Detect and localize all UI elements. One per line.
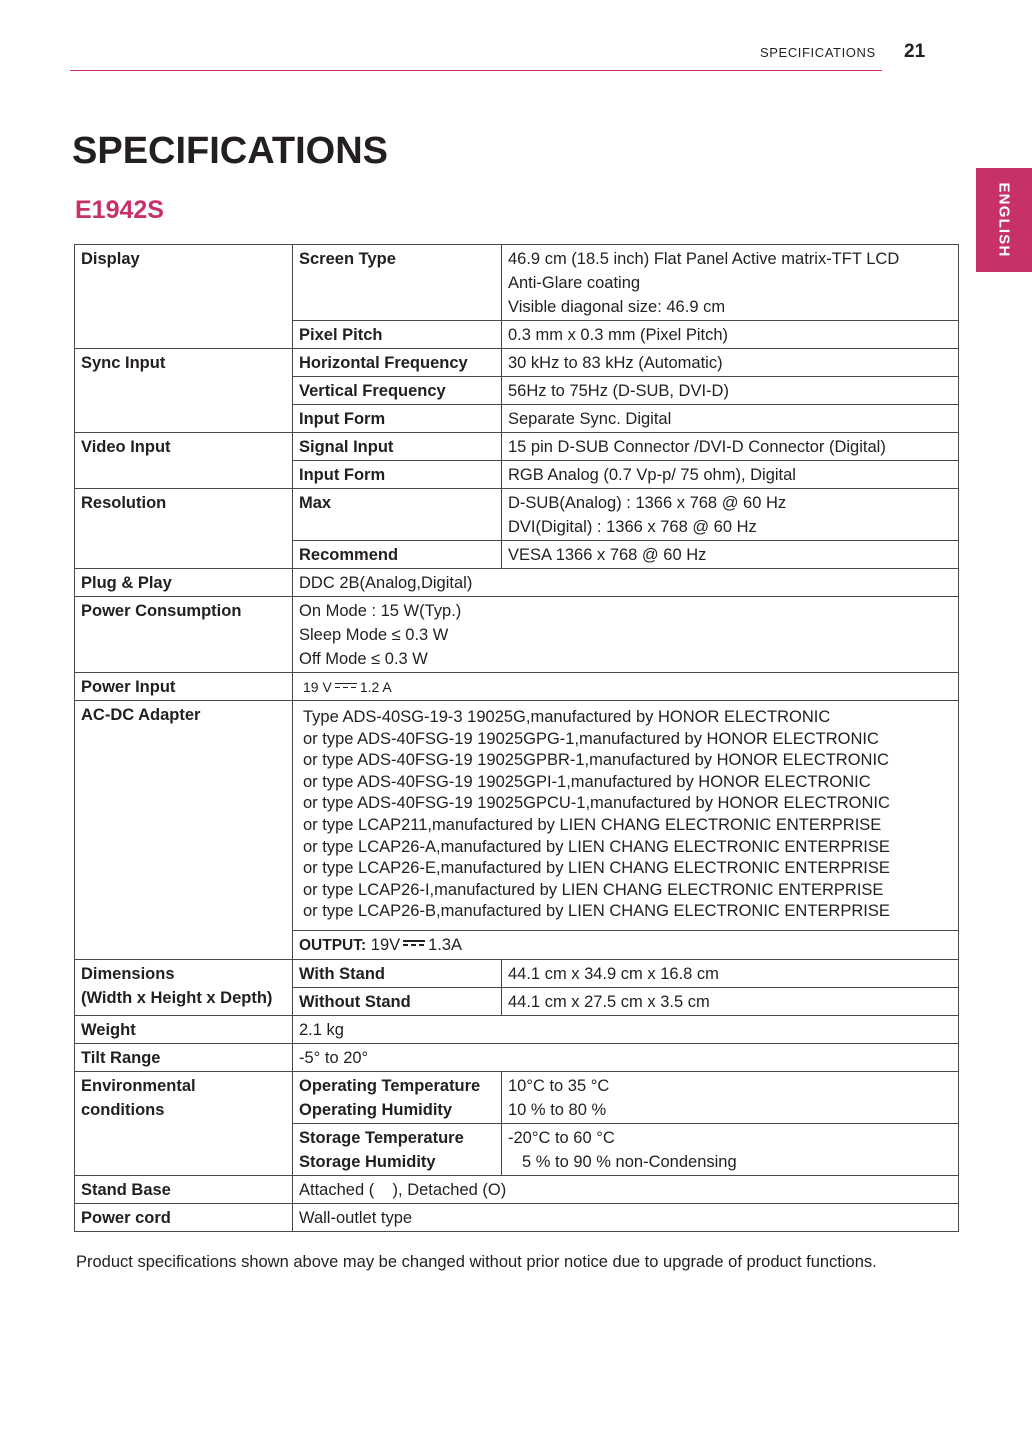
sub-label-video-input-form: Input Form — [293, 461, 502, 489]
header-page-number: 21 — [904, 41, 926, 62]
row-label-environmental — [75, 1071, 293, 1175]
value-power-cord: Wall-outlet type — [293, 1203, 959, 1231]
adapter-output-voltage: 19V — [370, 935, 401, 954]
adapter-type-line: or type ADS-40FSG-19 19025GPBR-1,manufactured by HONOR ELECTRONIC — [303, 751, 889, 770]
header-section-label: SPECIFICATIONS — [760, 45, 876, 60]
adapter-type-line: or type LCAP26-E,manufactured by LIEN CHANG ELECTRONIC ENTERPRISE — [303, 859, 890, 878]
row-label-sync-input: Sync Input — [75, 349, 293, 433]
sub-label-without-stand: Without Stand — [293, 987, 502, 1015]
adapter-type-list — [299, 703, 952, 929]
value-horizontal-frequency: 30 kHz to 83 kHz (Automatic) — [502, 349, 959, 377]
sub-label-signal-input: Signal Input — [293, 433, 502, 461]
sub-label-storage — [293, 1123, 502, 1175]
table-row — [75, 489, 959, 541]
value-signal-input: 15 pin D-SUB Connector /DVI-D Connector (Digital) — [502, 433, 959, 461]
row-label-dimensions — [75, 959, 293, 1015]
footnote: Product specifications shown above may be changed without prior notice due to upgrade of product functions. — [76, 1252, 877, 1271]
table-row — [75, 1203, 959, 1231]
model-title: E1942S — [75, 196, 164, 224]
sub-label-pixel-pitch: Pixel Pitch — [293, 321, 502, 349]
storage-temperature-label: Storage Temperature — [299, 1128, 464, 1147]
adapter-type-line: or type LCAP26-I,manufactured by LIEN CHANG ELECTRONIC ENTERPRISE — [303, 880, 884, 899]
value-adapter-output — [293, 930, 959, 959]
table-row — [75, 1015, 959, 1043]
adapter-type-line: or type ADS-40FSG-19 19025GPCU-1,manufactured by HONOR ELECTRONIC — [303, 794, 890, 813]
language-side-tab — [976, 168, 1032, 272]
operating-temperature-label: Operating Temperature — [299, 1076, 481, 1095]
row-label-tilt-range: Tilt Range — [75, 1043, 293, 1071]
table-row — [75, 569, 959, 597]
adapter-type-line: or type LCAP211,manufactured by LIEN CHANG ELECTRONIC ENTERPRISE — [303, 815, 882, 834]
power-consumption-line: On Mode : 15 W(Typ.) — [299, 602, 462, 620]
power-consumption-line: Off Mode ≤ 0.3 W — [299, 650, 428, 668]
sub-label-horizontal-frequency: Horizontal Frequency — [293, 349, 502, 377]
value-tilt-range: -5° to 20° — [293, 1043, 959, 1071]
max-resolution-line: D-SUB(Analog) : 1366 x 768 @ 60 Hz — [508, 494, 787, 512]
value-max-resolution — [502, 489, 959, 541]
row-label-plug-play: Plug & Play — [75, 569, 293, 597]
power-consumption-line: Sleep Mode ≤ 0.3 W — [299, 626, 449, 644]
table-row — [75, 673, 959, 701]
table-row — [75, 1043, 959, 1071]
adapter-output-label: OUTPUT: — [299, 936, 367, 954]
power-input-current: 1.2 A — [359, 679, 392, 695]
language-side-tab-label: ENGLISH — [995, 182, 1013, 258]
power-input-voltage: 19 V — [303, 679, 332, 695]
value-weight: 2.1 kg — [293, 1015, 959, 1043]
value-storage — [502, 1123, 959, 1175]
value-stand-base: Attached ( ), Detached (O) — [293, 1175, 959, 1203]
table-row — [75, 433, 959, 461]
table-row — [75, 597, 959, 673]
screen-type-line: Anti-Glare coating — [508, 274, 641, 292]
value-operating — [502, 1071, 959, 1123]
sub-label-vertical-frequency: Vertical Frequency — [293, 377, 502, 405]
adapter-output-current: 1.3A — [428, 935, 463, 954]
value-video-input-form: RGB Analog (0.7 Vp-p/ 75 ohm), Digital — [502, 461, 959, 489]
dc-current-icon — [335, 682, 357, 691]
value-screen-type — [502, 245, 959, 321]
row-label-stand-base: Stand Base — [75, 1175, 293, 1203]
row-label-display: Display — [75, 245, 293, 349]
table-row — [75, 1175, 959, 1203]
table-row — [75, 701, 959, 931]
max-resolution-line: DVI(Digital) : 1366 x 768 @ 60 Hz — [508, 518, 757, 536]
value-vertical-frequency: 56Hz to 75Hz (D-SUB, DVI-D) — [502, 377, 959, 405]
value-sync-input-form: Separate Sync. Digital — [502, 405, 959, 433]
row-label-ac-dc-adapter: AC-DC Adapter — [75, 701, 293, 960]
value-without-stand: 44.1 cm x 27.5 cm x 3.5 cm — [502, 987, 959, 1015]
row-label-power-cord: Power cord — [75, 1203, 293, 1231]
row-label-resolution: Resolution — [75, 489, 293, 569]
sub-label-max: Max — [293, 489, 502, 541]
value-with-stand: 44.1 cm x 34.9 cm x 16.8 cm — [502, 959, 959, 987]
page-title: SPECIFICATIONS — [72, 130, 388, 172]
value-power-input — [293, 673, 959, 701]
table-row — [75, 245, 959, 321]
operating-temperature-value: 10°C to 35 °C — [508, 1076, 610, 1095]
storage-temperature-value: -20°C to 60 °C — [508, 1128, 615, 1147]
table-row — [75, 349, 959, 377]
value-adapter-types — [293, 701, 959, 931]
operating-humidity-value: 10 % to 80 % — [508, 1100, 607, 1119]
table-row — [75, 1071, 959, 1123]
storage-humidity-label: Storage Humidity — [299, 1152, 436, 1171]
adapter-type-line: or type LCAP26-B,manufactured by LIEN CHANG ELECTRONIC ENTERPRISE — [303, 902, 890, 921]
row-label-weight: Weight — [75, 1015, 293, 1043]
adapter-type-line: or type ADS-40FSG-19 19025GPG-1,manufactured by HONOR ELECTRONIC — [303, 729, 879, 748]
storage-humidity-value: 5 % to 90 % non-Condensing — [522, 1152, 737, 1171]
row-label-video-input: Video Input — [75, 433, 293, 489]
sub-label-with-stand: With Stand — [293, 959, 502, 987]
adapter-type-line: or type LCAP26-A,manufactured by LIEN CHANG ELECTRONIC ENTERPRISE — [303, 837, 890, 856]
value-power-consumption — [293, 597, 959, 673]
header-rule — [70, 70, 882, 71]
adapter-type-line: or type ADS-40FSG-19 19025GPI-1,manufactured by HONOR ELECTRONIC — [303, 772, 871, 791]
screen-type-line: Visible diagonal size: 46.9 cm — [508, 298, 726, 316]
adapter-type-line: Type ADS-40SG-19-3 19025G,manufactured by HONOR ELECTRONIC — [303, 708, 831, 726]
environmental-label-line: Environmental — [81, 1076, 196, 1095]
sub-label-recommend: Recommend — [293, 541, 502, 569]
sub-label-operating — [293, 1071, 502, 1123]
value-pixel-pitch: 0.3 mm x 0.3 mm (Pixel Pitch) — [502, 321, 959, 349]
operating-humidity-label: Operating Humidity — [299, 1100, 453, 1119]
row-label-power-consumption: Power Consumption — [75, 597, 293, 673]
value-plug-play: DDC 2B(Analog,Digital) — [293, 569, 959, 597]
sub-label-screen-type: Screen Type — [293, 245, 502, 321]
sub-label-sync-input-form: Input Form — [293, 405, 502, 433]
screen-type-line: 46.9 cm (18.5 inch) Flat Panel Active matrix-TFT LCD — [508, 250, 900, 268]
table-row — [75, 959, 959, 987]
dimensions-label-line: Dimensions — [81, 964, 175, 983]
dimensions-label-line: (Width x Height x Depth) — [81, 988, 273, 1007]
dc-current-icon — [403, 939, 425, 948]
environmental-label-line: conditions — [81, 1100, 165, 1119]
value-recommend: VESA 1366 x 768 @ 60 Hz — [502, 541, 959, 569]
specifications-table — [74, 244, 959, 1232]
row-label-power-input: Power Input — [75, 673, 293, 701]
